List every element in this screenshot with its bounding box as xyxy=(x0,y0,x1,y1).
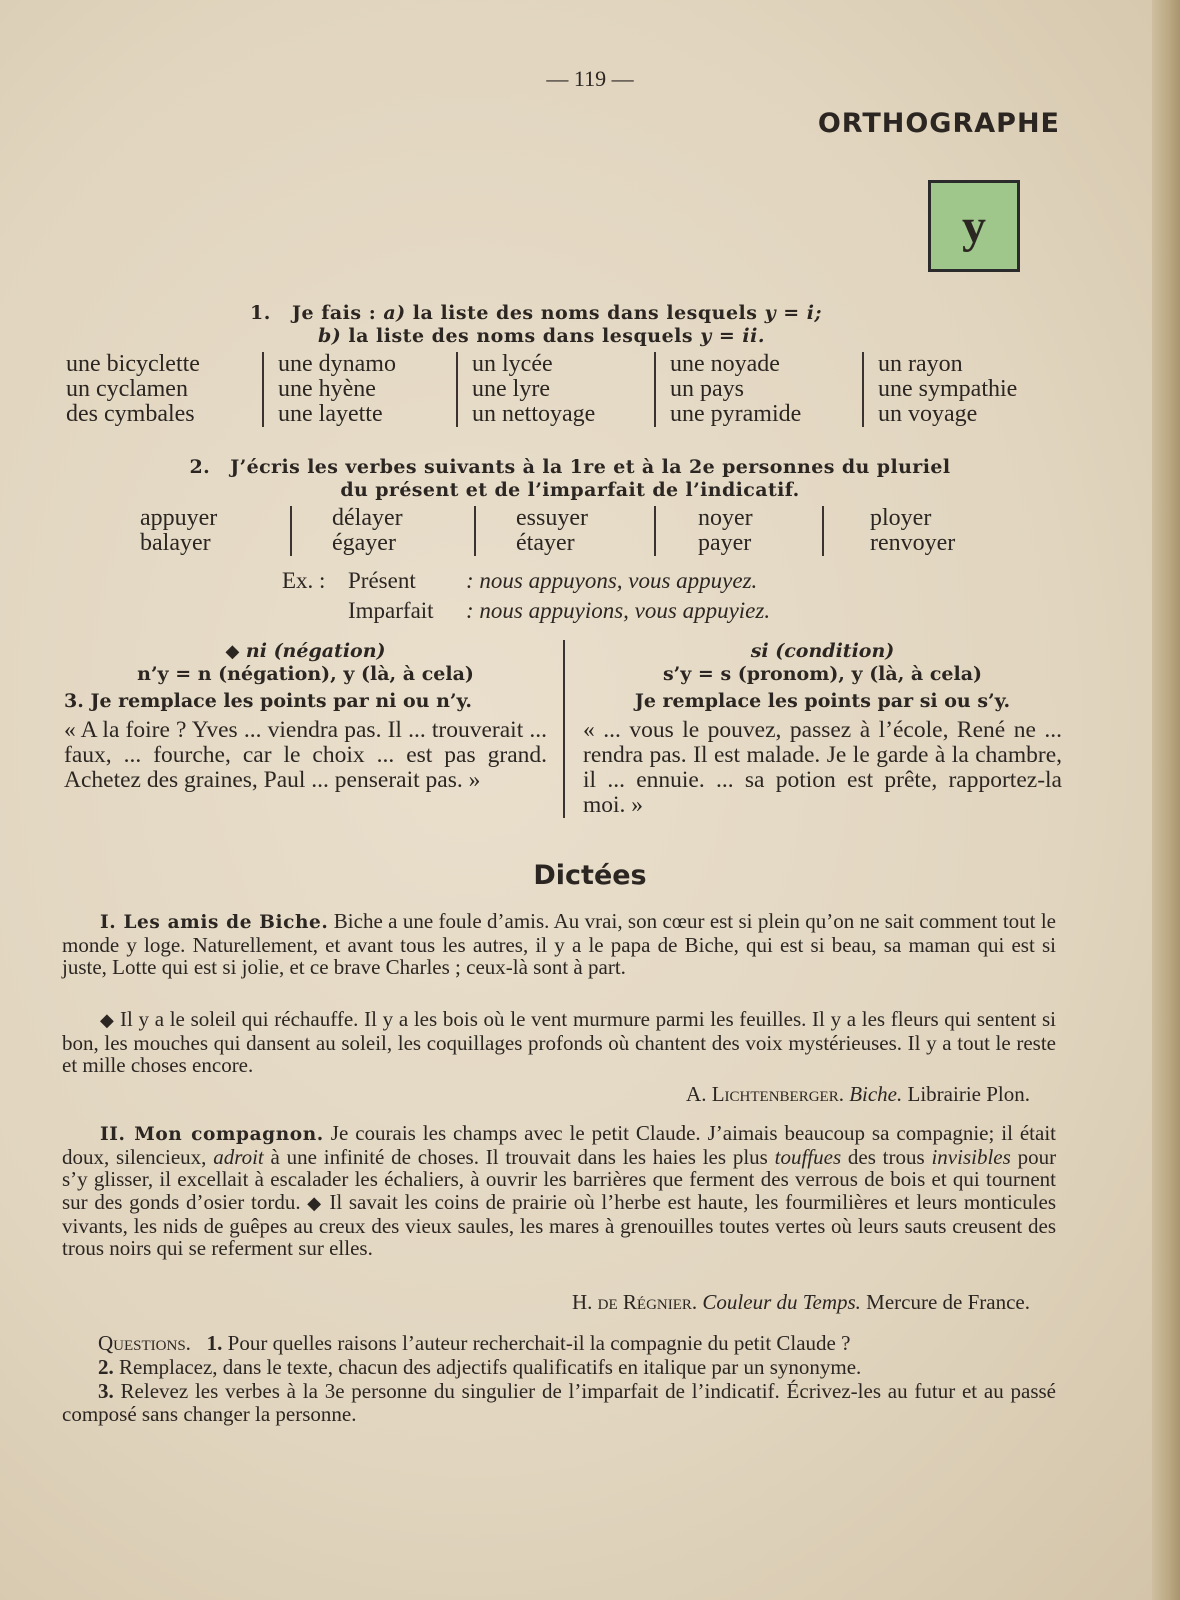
word: une sympathie xyxy=(878,376,1018,402)
exercise-3-right-instruction: Je remplace les points par si ou s’y. xyxy=(634,690,1011,712)
present-label: Présent xyxy=(348,568,416,593)
question-2-number: 2. xyxy=(98,1355,114,1380)
word: un rayon xyxy=(878,351,963,377)
dictee-2-text-c: des trous xyxy=(847,1145,925,1170)
exercise-1-number: 1. xyxy=(250,302,271,324)
word-list-1 xyxy=(66,352,1052,427)
exercise-3-left-instruction: 3. Je remplace les points par ni ou n’y. xyxy=(64,690,472,712)
dictee-1-publisher: Librairie Plon. xyxy=(907,1082,1030,1106)
word-column-3 xyxy=(456,352,654,427)
word: une pyramide xyxy=(670,401,802,427)
dictee-1-text-2: Il y a le soleil qui réchauffe. Il y a les bois où le vent murmure parmi les feuilles. Il y a les fleurs qui sentent si bon, les mouches qui dansent au soleil, les coquillages profonds où chantent des voix mystérieuses. Il y a tout le reste et mille choses encore. xyxy=(62,1007,1057,1078)
imparfait-value: : nous appuyions, vous appuyiez. xyxy=(466,598,771,623)
dictee-2-italic-touffues: touffues xyxy=(774,1145,842,1170)
exercise-3 xyxy=(64,640,1062,818)
ex1-b: b) xyxy=(318,325,342,347)
exercise-2-instruction xyxy=(0,456,1140,502)
dictee-2-italic-adroit: adroit xyxy=(213,1145,264,1170)
ex1-lead: Je fais : xyxy=(292,302,377,324)
example-present xyxy=(282,566,757,596)
verb-column-5 xyxy=(822,506,982,556)
page-number: — 119 — xyxy=(546,66,634,91)
dictee-1-source xyxy=(686,1082,1030,1107)
dictee-2-italic-invisibles: invisibles xyxy=(931,1145,1011,1170)
dictee-1-author: A. Lichtenberger. xyxy=(686,1082,844,1106)
dictee-2-text-b: à une infinité de choses. Il trouvait dans les haies les plus xyxy=(270,1145,768,1170)
verb: payer xyxy=(698,530,752,556)
section-header: ORTHOGRAPHE xyxy=(817,108,1060,139)
word: un cyclamen xyxy=(66,376,188,402)
ex1-a: a) xyxy=(383,302,406,324)
ex1-b-text: la liste des noms dans lesquels xyxy=(348,325,694,347)
exercise-2-number: 2. xyxy=(189,456,211,478)
exercise-3-left-text: « A la foire ? Yves ... viendra pas. Il ... trouverait ... faux, ... fourche, car le choix ... est pas grand. Achetez des graines, Paul ... penserait pas. » xyxy=(64,717,547,793)
word: un pays xyxy=(670,376,744,402)
word-column-4 xyxy=(654,352,862,427)
question-1-text: Pour quelles raisons l’auteur recherchait-il la compagnie du petit Claude ? xyxy=(227,1331,851,1355)
exercise-3-left xyxy=(64,640,563,818)
verb-column-4 xyxy=(654,506,822,556)
verb: essuyer xyxy=(516,505,588,531)
dictee-1-paragraph-2 xyxy=(62,1008,1056,1077)
exercise-3-right xyxy=(563,640,1062,818)
ex2-line-2: du présent et de l’imparfait de l’indicatif. xyxy=(340,479,800,501)
verb: balayer xyxy=(140,530,211,556)
example-prefix: Ex. : xyxy=(282,568,326,593)
question-2-text: Remplacez, dans le texte, chacun des adjectifs qualificatifs en italique par un synonyme. xyxy=(119,1355,862,1380)
page-edge xyxy=(1152,0,1180,1600)
questions-label: Questions. xyxy=(98,1331,191,1355)
sy-rule: s’y = s (pronom), y (là, à cela) xyxy=(662,663,983,685)
word-list-2 xyxy=(140,506,982,556)
exercise-1-instruction xyxy=(250,302,822,348)
dictee-1-text-1: Biche a une foule d’amis. Au vrai, son cœur est si plein qu’on ne sait comment tout le monde y loge. Naturellement, et avant tous les autres, il y a le papa de Biche, qui est si beau, sa maman qui est si juste, Lotte qui est si jolie, et ce brave Charles ; ceux-là sont à part. xyxy=(62,909,1057,980)
dictee-1-title: I. Les amis de Biche. xyxy=(100,912,329,933)
ni-head: ni (négation) xyxy=(245,640,386,662)
word: une noyade xyxy=(670,351,780,377)
word: une dynamo xyxy=(278,351,396,377)
word: un nettoyage xyxy=(472,401,596,427)
word: un voyage xyxy=(878,401,978,427)
verb: appuyer xyxy=(140,505,218,531)
dictee-2-text-d: pour s’y glisser, il excellait à escalader les échaliers, à ouvrir les barrières que ferment des verrous de bois et qui tournent sur des gonds d’osier tordu. xyxy=(62,1145,1057,1214)
word-column-1 xyxy=(66,352,262,427)
verb-column-3 xyxy=(474,506,654,556)
si-head: si (condition) xyxy=(750,640,895,662)
question-3 xyxy=(62,1380,1056,1424)
dictee-2-title: II. Mon compagnon. xyxy=(100,1124,324,1145)
word-column-5 xyxy=(862,352,1052,427)
diamond-icon: ◆ xyxy=(307,1192,323,1214)
word: des cymbales xyxy=(66,401,195,427)
dictee-2-paragraph xyxy=(62,1122,1056,1259)
present-value: : nous appuyons, vous appuyez. xyxy=(466,568,758,593)
verb: égayer xyxy=(332,530,396,556)
dictee-1-paragraph-1 xyxy=(62,910,1056,979)
verb: étayer xyxy=(516,530,575,556)
exercise-3-right-text: « ... vous le pouvez, passez à l’école, René ne ... rendra pas. Il est malade. Je le garde à la chambre, il ... ennuie. ... sa potion est prête, rapportez-la moi. » xyxy=(583,717,1062,818)
ex1-a-rule: y = i; xyxy=(764,302,823,324)
letter-box: y xyxy=(928,180,1020,272)
questions xyxy=(62,1332,1056,1427)
dictee-2-publisher: Mercure de France. xyxy=(866,1290,1030,1314)
ex2-line-1: J’écris les verbes suivants à la 1re et à la 2e personnes du pluriel xyxy=(230,456,951,478)
word: un lycée xyxy=(472,351,553,377)
verb: ployer xyxy=(870,505,932,531)
diamond-icon: ◆ xyxy=(225,641,240,662)
si-heading xyxy=(583,640,1062,663)
question-3-number: 3. xyxy=(98,1379,114,1404)
ny-rule: n’y = n (négation), y (là, à cela) xyxy=(137,663,474,685)
verb: délayer xyxy=(332,505,403,531)
ex1-a-text: la liste des noms dans lesquels xyxy=(412,302,758,324)
verb-column-1 xyxy=(140,506,290,556)
dictee-2-text-a: Je courais les champs avec le petit Claude. J’aimais beaucoup sa compagnie; il était doux, silencieux, xyxy=(62,1121,1057,1170)
word-column-2 xyxy=(262,352,456,427)
question-3-text: Relevez les verbes à la 3e personne du singulier de l’imparfait de l’indicatif. Écrivez-les au futur et au passé composé sans changer la personne. xyxy=(62,1379,1057,1426)
example-imparfait xyxy=(348,596,770,626)
verb: noyer xyxy=(698,505,753,531)
word: une bicyclette xyxy=(66,351,200,377)
dictee-2-text-e: Il savait les coins de prairie où l’herbe est haute, les fourmilières et leurs monticules vivants, les nids de guêpes au creux des vieux saules, les mares à grenouilles toutes vertes où leurs sauts creusent des trous noirs qui se referment sur elles. xyxy=(62,1189,1057,1261)
dictee-2-book: Couleur du Temps. xyxy=(702,1290,861,1314)
question-1 xyxy=(62,1332,1056,1354)
ni-heading xyxy=(64,640,547,663)
word: une lyre xyxy=(472,376,550,402)
dictee-1-book: Biche. xyxy=(849,1082,903,1106)
verb-column-2 xyxy=(290,506,474,556)
word: une hyène xyxy=(278,376,376,402)
dictee-2-source xyxy=(572,1290,1030,1315)
imparfait-label: Imparfait xyxy=(348,598,434,623)
question-1-number: 1. xyxy=(206,1331,223,1355)
dictees-title: Dictées xyxy=(533,860,647,891)
diamond-icon: ◆ xyxy=(100,1010,115,1031)
ex1-b-rule: y = ii. xyxy=(700,325,765,347)
dictee-2-author: H. de Régnier. xyxy=(572,1290,698,1314)
question-2 xyxy=(62,1356,1056,1378)
verb: renvoyer xyxy=(870,530,956,556)
word: une layette xyxy=(278,401,383,427)
